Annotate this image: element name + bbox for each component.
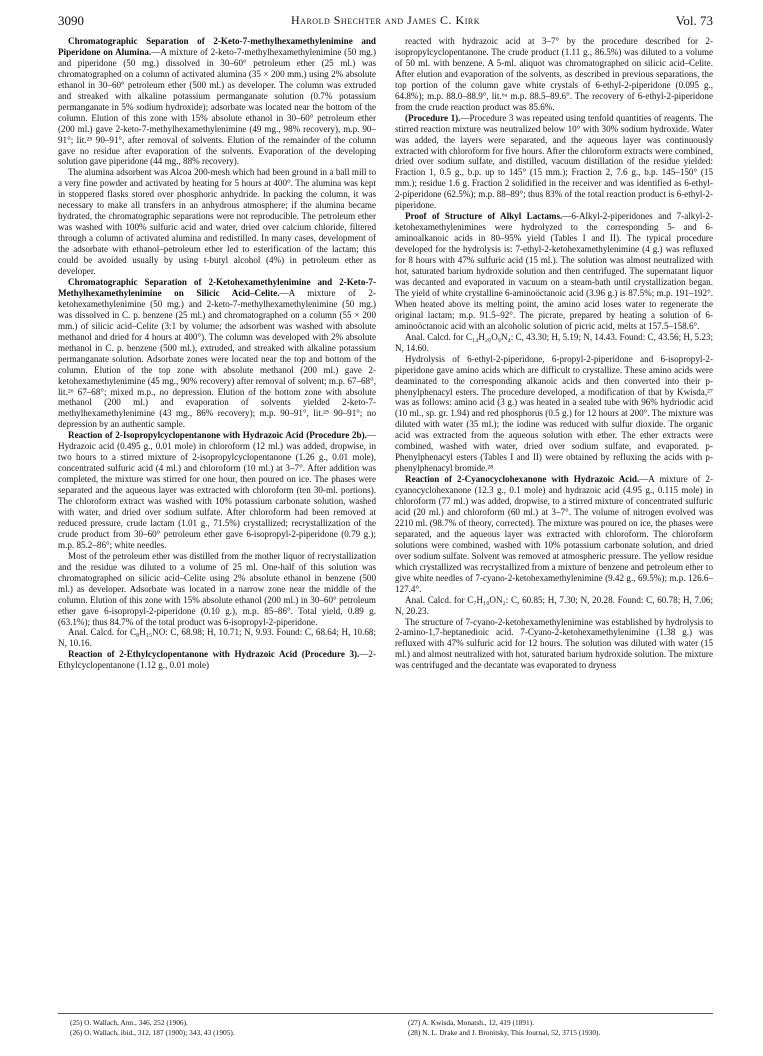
- paragraph-text: reacted with hydrazoic acid at 3–7° by the procedure described for 2-isopropylcyclopentanone. The crude product (1.11 g., 86.5%) was diluted to a volume of 50 ml. with benzene. A 5-ml. aliquot was chromatographed on silicic acid–Celite. After elution and evaporation of the solvents, as described in previous separations, the top portion of the column gave white crystals of 6-ethyl-2-piperidone (0.095 g., 64.8%); m.p. 88.0–88.9°, lit.⁶ᵃ m.p. 88.5–89.6°. The recovery of 6-ethyl-2-piperidone from the crude reaction product was 85.6%.: [395, 36, 713, 112]
- paragraph: [58, 649, 376, 671]
- right-column: [395, 36, 713, 1002]
- footnote: (27) A. Kwisda, Monatsh., 12, 419 (1891).: [408, 1018, 535, 1027]
- paragraph-text: —A mixture of 2-ketohexamethylenimine (50 mg.) and 2-keto-7-methylhexamethylenimine (50 mg.) was dissolved in C. p. benzene (25 ml.) and chromatographed on a column (55 × 200 mm.) of silicic acid–Celite (3:1 by volume; the adsorbent was washed with absolute methanol and dried for 4 hours at 400°). The column was developed with 2% absolute methanol in C. p. benzene (500 ml.), extruded, and streaked with alkaline potassium permanganate solution. Adsorbate zones were located near the top and bottom of the column. Elution of the top zone with absolute methanol (200 ml.) gave 2-ketohexamethylenimine (45 mg., 90% recovery) after removal of solvent; m.p. 67–68°, lit.²⁶ 67–68°; mixed m.p., no depression. Elution of the bottom zone with absolute methanol (200 ml.) and evaporation of solvents yielded 2-keto-7-methylhexamethylenimine (43 mg., 86% recovery); m.p. 90–91°, lit.²⁵ 90–91°; no depression by an authentic sample.: [58, 287, 376, 430]
- paragraph-text: Hydrolysis of 6-ethyl-2-piperidone, 6-propyl-2-piperidone and 6-isopropyl-2-piperidone gave amino acids which are difficult to crystallize. These amino acids were deaminated to the corresponding alkanoic acids and then converted into their p-phenylphenacyl esters. The procedure developed, a modification of that by Kwisda,²⁷ was as follows: amino acid (3 g.) was heated in a sealed tube with 96% hydriodic acid (10 ml., sp. gr. 1.94) and red phosphorus (0.5 g.) for 12 hours at 200°. The mixture was diluted with water (35 ml.); the iodine was reduced with sulfur dioxide. The organic acid was extracted from the aqueous solution with ether. The ether extracts were combined, washed with water, dried over sodium sulfate, and evaporated. p-Phenylphenacyl esters (Tables I and II) were obtained by refluxing the acids with p-phenylphenacyl bromide.²⁸: [395, 353, 713, 474]
- footnote: (25) O. Wallach, Ann., 346, 252 (1906).: [70, 1018, 188, 1027]
- paragraph: [58, 167, 376, 277]
- paragraph-text: —6-Alkyl-2-piperidones and 7-alkyl-2-ketohexamethylenimines were hydrolyzed to the corresponding 5- and 6-aminoalkanoic acids in 80–95% yield (Tables I and II). The typical procedure developed for the hydrolysis is: 7-ethyl-2-ketohexamethylenimine (4 g.) was refluxed for 8 hours with 47% sulfuric acid (15 ml.). The solution was almost neutralized with hot, saturated barium hydroxide solution and then centrifuged. The supernatant liquor was decanted and evaporated in vacuum on a steam-bath until crystallization began. The yield of white crystalline 6-aminoöctanoic acid (3.96 g.) is 87.5%; m.p. 191–192°. When heated above its melting point, the amino acid loses water to regenerate the original lactam; m.p. 91.5–92°. The picrate, prepared by heating a solution of 6-aminoöctanoic acid with an alcoholic solution of picric acid, melts at 157.5–158.6°.: [395, 211, 713, 331]
- paragraph: [58, 430, 376, 550]
- section-heading: Proof of Structure of Alkyl Lactams.: [405, 211, 563, 222]
- section-heading: Reaction of 2-Isopropylcyclopentanone with Hydrazoic Acid (Procedure 2b).: [68, 430, 367, 441]
- paragraph-text: —Procedure 3 was repeated using tenfold quantities of reagents. The stirred reaction mixture was neutralized below 10° with 30% sodium hydroxide. Water was added, the layers were separated, and the aqueous layer was continuously extracted with chloroform for five hours. After the chloroform extracts were combined, dried over sodium sulfate, and distilled, vacuum distillation of the residue yielded: Fraction 1, 0.5 g., b.p. up to 145° (15 mm.); Fraction 2, 7.6 g., b.p. 145–150° (15 mm.); residue 1.6 g. Fraction 2 solidified in the receiver and was identified as 6-ethyl-2-piperidone (62.5%); m.p. 88–89°; thus 83% of the total reaction product is 6-ethyl-2-piperidone.: [395, 112, 713, 211]
- footnotes-left: [70, 1018, 388, 1038]
- paragraph-text: Most of the petroleum ether was distilled from the mother liquor of recrystallization and the residue was diluted to a volume of 25 ml. One-half of this solution was chromatographed on silicic acid–Celite using 2% absolute ethanol in benzene (500 ml.) as developer. Adsorbate was located in a narrow zone near the middle of the column. Elution of this zone with 15% absolute ethanol (200 ml.) in 30–60° petroleum ether gave 6-isopropyl-2-piperidone (0.10 g.), m.p. 85–86°. Total yield, 0.89 g. (63.1%); thus 84.7% of the total product was 6-isopropyl-2-piperidone.: [58, 550, 376, 627]
- running-title: Harold Shechter and James C. Kirk: [291, 13, 480, 27]
- footnote: (28) N. L. Drake and J. Bronitsky, This Journal, 52, 3715 (1930).: [408, 1027, 601, 1037]
- section-heading: Chromatographic Separation of 2-Ketohexamethylenimine and 2-Keto-7-Methylhexamethylenimine on Silicic Acid–Celite.: [58, 276, 376, 298]
- paragraph: [58, 551, 376, 628]
- paragraph: [395, 617, 713, 672]
- section-heading: Chromatographic Separation of 2-Keto-7-methylhexamethylenimine and Piperidone on Alumina.: [58, 36, 376, 57]
- paragraph: [395, 211, 713, 331]
- footnotes-right: [408, 1018, 726, 1038]
- paragraph: [395, 474, 713, 594]
- footnote: (26) O. Wallach, ibid., 312, 187 (1900); 343, 43 (1905).: [70, 1027, 235, 1037]
- paragraph-text: —A mixture of 2-cyanocyclohexanone (12.3 g., 0.1 mole) and hydrazoic acid (4.95 g., 0.115 mole) in chloroform (77 ml.) was added, dropwise, to a stirred mixture of concentrated sulfuric acid (20 ml.) and chloroform (60 ml.) at 3–7°. The volume of nitrogen evolved was 2210 ml. (98.7% of theory, corrected). The mixture was poured on ice, the phases were separated, and the aqueous layer was extracted with chloroform. The chloroform solutions were combined, washed with 10% potassium carbonate solution, and dried over sodium sulfate. Solvent was removed at atmospheric pressure. The yellow residue which crystallized was recrystallized from a mixture of benzene and petroleum ether to give white needles of 7-cyano-2-ketohexamethylenimine (9.42 g., 69.5%); m.p. 126.6–127.4°.: [395, 474, 713, 594]
- paragraph-text: Anal. Calcd. for C₈H₁₅NO: C, 68.98; H, 10.71; N, 9.93. Found: C, 68.64; H, 10.68; N, 10.16.: [58, 627, 376, 649]
- paragraph: [395, 332, 713, 354]
- left-column: [58, 36, 376, 1002]
- paragraph-text: The structure of 7-cyano-2-ketohexamethylenimine was established by hydrolysis to 2-amino-1,7-heptanedioic acid. 7-Cyano-2-ketohexamethylenimine (1.38 g.) was refluxed with 47% sulfuric acid for 12 hours. The solution was diluted with water (15 ml.) and almost neutralized with hot, saturated barium hydroxide solution. The mixture was centrifuged and the decantate was evaporated to dryness: [395, 616, 713, 671]
- paragraph-text: Anal. Calcd. for C₁₄H₂₀O₉N₄: C, 43.30; H, 5.19; N, 14.43. Found: C, 43.56; H, 5.23; N, 14.60.: [395, 331, 713, 353]
- paragraph-text: —Hydrazoic acid (0.495 g., 0.01 mole) in chloroform (12 ml.) was added, dropwise, in two hours to a stirred mixture of 2-isopropylcyclopentanone (1.26 g., 0.01 mole), concentrated sulfuric acid (4 ml.) and chloroform (10 ml.) at 3–7°. After addition was completed, the mixture was stirred for one hour, then poured on ice. The phases were separated and the aqueous layer was extracted with chloroform (ten 30-ml. portions). The chloroform extract was washed with 10% potassium carbonate solution, washed with water, and dried over sodium sulfate. After chloroform had been removed at reduced pressure, crude lactam (1.01 g., 71.5%) crystallized; recrystallization of the crude product from 30–60° petroleum ether gave 6-isopropyl-2-piperidone (0.79 g.); m.p. 85.2–86°; white needles.: [58, 430, 376, 550]
- paragraph: [395, 113, 713, 212]
- paragraph-text: —A mixture of 2-keto-7-methylhexamethylenimine (50 mg.) and piperidone (50 mg.) dissolved in 30–60° petroleum ether (25 ml.) was chromatographed on a column of activated alumina (35 × 200 mm.) using 2% absolute ethanol in 30–60° petroleum ether (500 ml.) as developer. The column was extruded and streaked with alkaline potassium permanganate solution (0.7% potassium permanganate in 5% sodium hydroxide); adsorbate was located near the bottom of the column. Elution of this zone with 15% absolute ethanol in 30–60° petroleum ether (200 ml.) gave 2-keto-7-methylhexamethylenimine (49 mg., 98% recovery), m.p. 90–91°; lit.²⁵ 90–91°, after removal of solvents. Elution of the remainder of the column gave no residue after evaporation of the solvents. Evaporation of the developing solution gave piperidone (44 mg., 88% recovery).: [58, 46, 376, 167]
- section-heading: Reaction of 2-Cyanocyclohexanone with Hydrazoic Acid.: [405, 474, 640, 485]
- paragraph-text: —2-Ethylcyclopentanone (1.12 g., 0.01 mole): [58, 649, 376, 671]
- page-number: 3090: [58, 13, 84, 28]
- footnote-divider: [58, 1013, 713, 1014]
- section-heading: Reaction of 2-Ethylcyclopentanone with Hydrazoic Acid (Procedure 3).: [68, 649, 360, 660]
- paragraph: [58, 627, 376, 649]
- paragraph: [395, 36, 713, 113]
- section-heading: (Procedure 1).: [405, 112, 461, 123]
- running-header: [58, 13, 713, 29]
- volume-label: Vol. 73: [675, 13, 713, 28]
- paragraph: [395, 595, 713, 617]
- paragraph-text: Anal. Calcd. for C₇H₁₀ON₂: C, 60.85; H, 7.30; N, 20.28. Found: C, 60.78; H, 7.06; N, 20.23.: [395, 594, 713, 616]
- paragraph: [58, 277, 376, 430]
- paragraph: [58, 36, 376, 167]
- paragraph: [395, 354, 713, 474]
- paragraph-text: The alumina adsorbent was Alcoa 200-mesh which had been ground in a ball mill to a very fine powder and activated by heating for 5 hours at 400°. The alumina was kept in stoppered flasks stored over phosphoric anhydride. In packing the column, it was necessary to make all transfers in an anhydrous atmosphere; if the alumina became hydrated, the chromatographic separations were not reproducible. The petroleum ether was washed with 100% sulfuric acid and water, dried over calcium chloride, filtered through a column of activated alumina and redistilled. In many cases, development of the adsorbate with ethanol–petroleum ether led to esterification of the lactam; this could be avoided usually by using t-butyl alcohol (4%) in petroleum ether as developer.: [58, 167, 376, 277]
